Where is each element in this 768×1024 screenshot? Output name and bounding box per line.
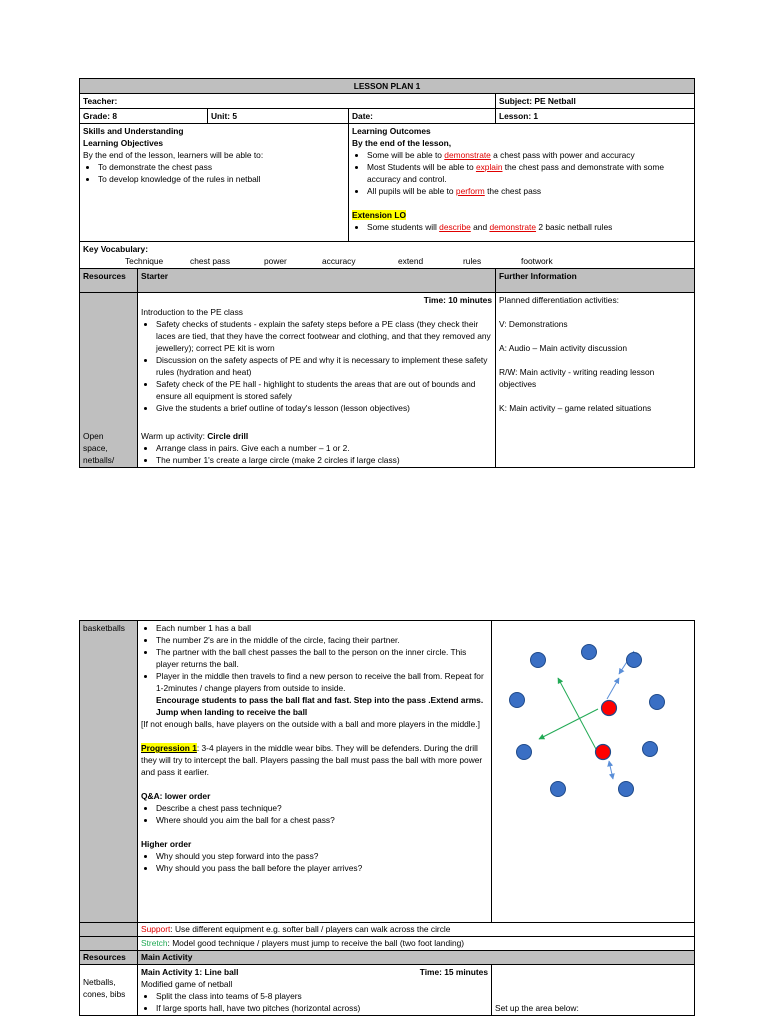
stretch-label: Stretch [141,938,168,948]
text: 2 basic netball rules [536,222,613,232]
extension-heading: Extension LO [352,210,406,220]
list-item: • Split the class into teams of 5-8 players [156,990,488,1002]
player-outer [619,782,634,797]
circle-drill-diagram [492,621,695,919]
further-line: K: Main activity – game related situations [499,403,652,413]
objectives-heading: Learning Objectives [83,138,164,148]
text: Some students will [367,222,440,232]
player-outer [650,695,665,710]
main-activity-time: Time: 15 minutes [419,967,488,977]
text: the chest pass [484,186,542,196]
list-item: • The number 2's are in the middle of the circle, facing their partner. [156,634,488,646]
keyword: explain [475,162,503,172]
list-item: • To demonstrate the chest pass [98,161,342,173]
list-item: • To develop knowledge of the rules in netball [98,173,342,185]
main-resources-cell [80,965,138,1016]
text: a chest pass with power and accuracy [490,150,635,160]
list-item [367,161,691,185]
vocab-word: footwork [521,256,553,266]
list-item: • The number 1's create a large circle (make 2 circles if large class) [156,454,492,466]
resources-cell [80,923,138,937]
setup-cell [492,965,695,1016]
lesson-field: Lesson: 1 [496,109,695,124]
further-info-cell [496,293,695,468]
extension-list [352,221,691,233]
objectives-list [83,161,342,185]
higher-list [141,850,488,874]
starter-cell [138,293,496,468]
unit-field: Unit: 5 [208,109,349,124]
text: : 3-4 players in the middle wear bibs. They will be defenders. During the drill they will try to intercept the ball. Players passing the ball must pass the ball with more power and pass it earlier. [141,743,483,777]
player-outer [517,745,532,760]
support-cell [138,923,695,937]
list-item: • Describe a chest pass technique? [156,802,488,814]
player-outer [627,653,642,668]
list-item: • Why should you step forward into the pass? [156,850,488,862]
qa-list [141,802,488,826]
text: : Use different equipment e.g. softer ball / players can walk across the circle [170,924,451,934]
further-line: Planned differentiation activities: [499,295,619,305]
coaching-points: Encourage students to pass the ball flat and fast. Step into the pass .Extend arms. Jump when landing to receive the ball [156,695,484,717]
player-outer [551,782,566,797]
warmup-name: Circle drill [207,431,249,441]
resources-cell [80,621,138,923]
vocab-word: rules [463,256,482,266]
warmup-line [141,430,492,442]
list-item [367,149,691,161]
keyword: demonstrate [444,150,491,160]
starter-time: Time: 10 minutes [423,295,492,305]
text: Most Students will be able to [367,162,476,172]
player-inner [596,745,611,760]
vocab-cell [80,242,695,269]
resources-header: Resources [80,269,138,293]
grade-field: Grade: 8 [80,109,208,124]
higher-heading: Higher order [141,839,192,849]
outcomes-heading: Learning Outcomes [352,126,431,136]
drill-list [141,622,488,694]
warmup-list [141,442,492,466]
text: Some will be able to [367,150,445,160]
lesson-plan-table [79,78,695,468]
main-activity-header: Main Activity [138,951,695,965]
text: : Model good technique / players must jump to receive the ball (two foot landing) [167,938,465,948]
resources-cell [80,293,138,468]
vocab-word: power [264,256,287,266]
outcomes-list [352,149,691,197]
pass-arrow [558,678,597,751]
drill-cell [138,621,492,923]
diagram-cell [492,621,695,923]
vocab-words [83,255,691,267]
further-info-header: Further Information [496,269,695,293]
main-activity-cell [138,965,492,1016]
starter-list [141,318,492,414]
subject-field: Subject: PE Netball [496,94,695,109]
support-label: Support [141,924,171,934]
vocab-word: Technique [125,256,164,266]
skills-cell [80,124,349,242]
objectives-intro: By the end of the lesson, learners will be able to: [83,150,264,160]
progression-text [141,742,488,778]
skills-heading: Skills and Understanding [83,126,184,136]
list-item [367,221,691,233]
list-item [367,185,691,197]
player-outer [531,653,546,668]
vocab-heading: Key Vocabulary: [83,244,149,254]
list-item: • Each number 1 has a ball [156,622,488,634]
setup-text: Set up the area below: [495,1003,579,1013]
list-item: • The partner with the ball chest passes the ball to the person on the inner circle. This player returns the ball. [156,646,488,670]
player-inner [602,701,617,716]
movement-arrow [607,678,619,699]
list-item: • Give the students a brief outline of today's lesson (lesson objectives) [156,402,492,414]
bracket-note: [If not enough balls, have players on the outside with a ball and more players in the middle.] [141,719,480,729]
player-outer [510,693,525,708]
resources-cell [80,937,138,951]
vocab-word: extend [398,256,424,266]
list-item: • Arrange class in pairs. Give each a number – 1 or 2. [156,442,492,454]
list-item: • Safety checks of students - explain the safety steps before a PE class (they check their laces are tied, that they have the correct footwear and clothing, and that they removed any jewellery); correct PE kit is worn [156,318,492,354]
list-item: • Player in the middle then travels to find a new person to receive the ball from. Repeat for 1-2minutes / change players from outside to inside. [156,670,488,694]
keyword: describe [439,222,471,232]
list-item: • Why should you pass the ball before the player arrives? [156,862,488,874]
keyword: perform [455,186,485,196]
list-item: • If large sports hall, have two pitches (horizontal across) [156,1002,488,1014]
starter-intro: Introduction to the PE class [141,307,243,317]
pass-arrow [539,709,598,739]
qa-heading: Q&A: lower order [141,791,211,801]
further-line: R/W: Main activity - writing reading lesson objectives [499,367,655,389]
main-intro: Modified game of netball [141,979,233,989]
teacher-field: Teacher: [80,94,496,109]
list-item: • Where should you aim the ball for a chest pass? [156,814,488,826]
movement-arrow [609,761,613,779]
main-list [141,990,488,1014]
list-item: • Safety check of the PE hall - highlight to students the areas that are out of bounds and ensure all equipment is stored safely [156,378,492,402]
text: and [470,222,490,232]
outcomes-cell [349,124,695,242]
text: the chest pass and demonstrate with some accuracy and control. [367,162,665,184]
progression-label: Progression 1 [141,743,197,753]
text: Warm up activity: [141,431,208,441]
further-line: A: Audio – Main activity discussion [499,343,628,353]
main-activity-title-row [141,966,488,978]
lesson-plan-title: LESSON PLAN 1 [80,79,695,94]
player-outer [643,742,658,757]
date-field: Date: [349,109,496,124]
text: All pupils will be able to [367,186,456,196]
outcomes-subheading: By the end of the lesson, [352,138,452,148]
list-item: • Discussion on the safety aspects of PE and why it is necessary to implement these safety rules (hydration and heat) [156,354,492,378]
player-outer [582,645,597,660]
main-activity-title: Main Activity 1: Line ball [141,967,239,977]
resources-text: Open space, netballs/ [83,431,115,465]
vocab-word: accuracy [322,256,356,266]
stretch-cell [138,937,695,951]
vocab-word: chest pass [190,256,231,266]
resources-header: Resources [80,951,138,965]
lesson-plan-table-continued [79,620,695,1016]
main-resources-text: Netballs, cones, bibs [83,977,126,999]
further-line: V: Demonstrations [499,319,568,329]
starter-header: Starter [138,269,496,293]
resources-text: basketballs [83,623,125,633]
keyword: demonstrate [489,222,537,232]
